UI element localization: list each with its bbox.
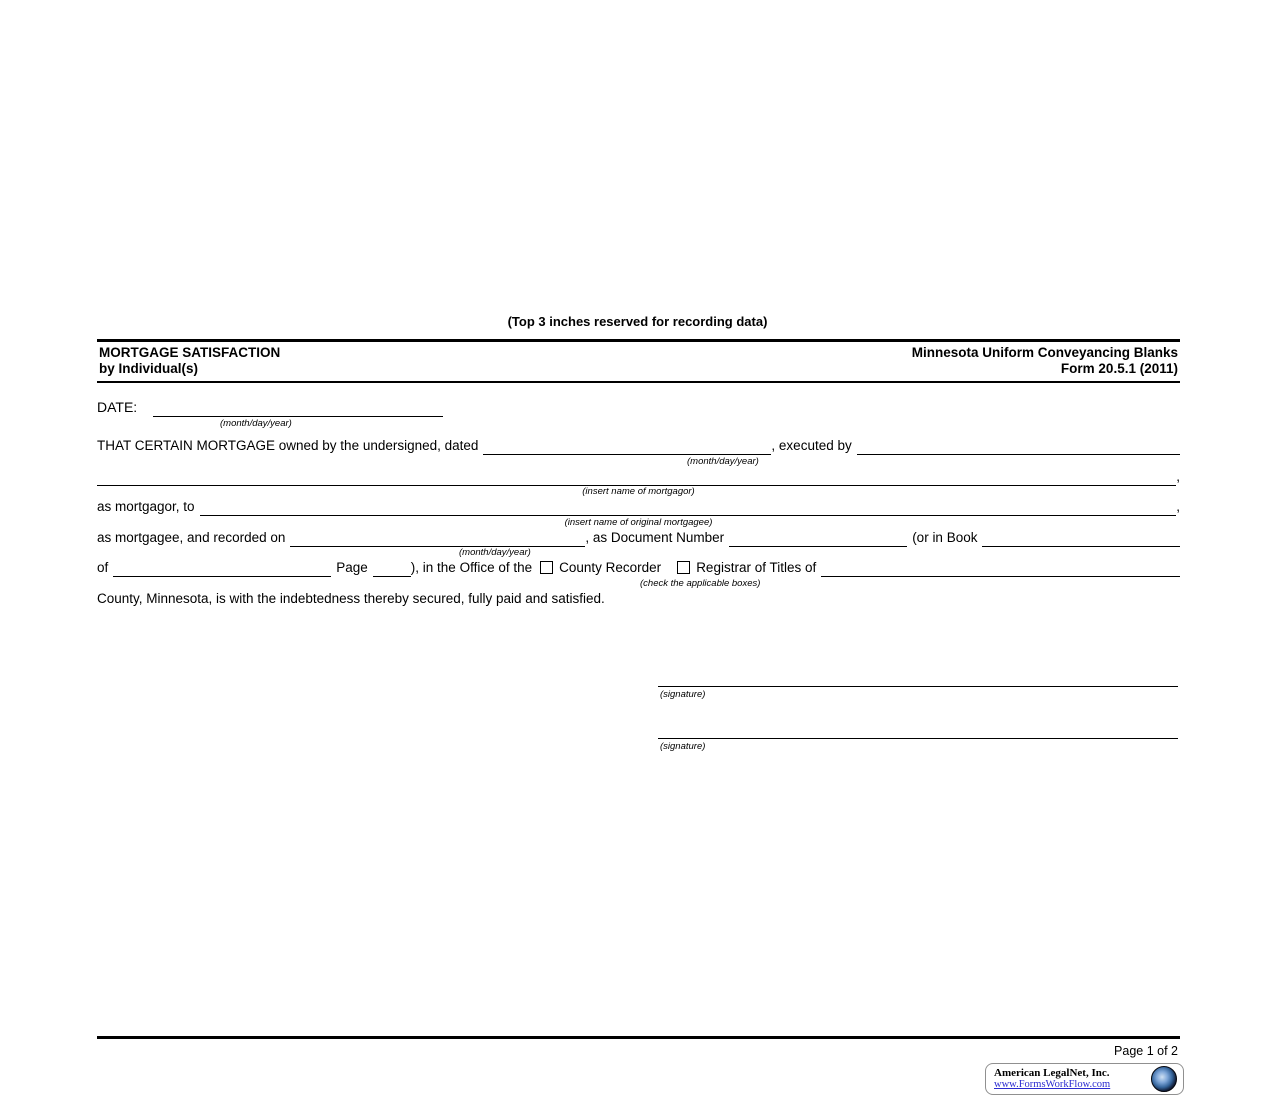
line2-comma: , [1176,468,1180,484]
form-body [97,436,1180,619]
line2-caption: (insert name of mortgagor) [582,486,695,497]
form-id-line1: Minnesota Uniform Conveyancing Blanks [911,345,1178,360]
body-line-1 [97,436,1180,467]
line5-text3: ), in the Office of the [410,560,533,575]
body-line-5 [97,558,1180,589]
document-number-blank[interactable] [729,530,907,547]
body-line-2 [97,467,1180,498]
line6-text: County, Minnesota, is with the indebtedness thereby secured, fully paid and satisfied. [97,590,605,606]
american-legalnet-badge [985,1063,1184,1095]
mortgage-date-blank[interactable] [483,438,771,455]
line5-text2: Page [336,560,368,575]
form-header [97,339,1180,383]
book-number-blank[interactable] [982,530,1180,547]
county-name-blank[interactable] [821,560,1180,577]
date-row [97,398,1180,429]
mortgagor-name-blank[interactable] [97,469,1176,486]
form-id-line2: Form 20.5.1 (2011) [1060,360,1178,376]
recorded-date-blank[interactable] [290,530,585,547]
line1-text2: , executed by [771,438,852,453]
body-line-6 [97,589,1180,620]
line4-text1: as mortgagee, and recorded on [97,529,286,545]
date-caption: (month/day/year) [220,417,292,429]
line1-text1: THAT CERTAIN MORTGAGE owned by the undersigned, dated [97,438,479,453]
signature-section [658,676,1178,752]
line1-caption: (month/day/year) [687,455,759,467]
date-label: DATE: [97,399,138,415]
line3-text1: as mortgagor, to [97,499,195,514]
line5-caption: (check the applicable boxes) [640,577,761,589]
line4-caption: (month/day/year) [459,547,531,558]
signature-line-2[interactable] [658,738,1178,739]
brand-url-link[interactable]: www.FormsWorkFlow.com [994,1079,1111,1091]
line3-caption: (insert name of original mortgagee) [564,516,713,528]
book-of-blank[interactable] [113,560,331,577]
page-number: Page 1 of 2 [1114,1044,1178,1058]
line3-comma: , [1176,499,1180,514]
county-recorder-checkbox[interactable] [540,561,553,574]
registrar-of-titles-checkbox[interactable] [677,561,690,574]
footer-divider [97,1036,1180,1039]
original-mortgagee-blank[interactable] [200,499,1177,516]
line4-text3: (or in Book [912,529,978,545]
form-title-line2: by Individual(s) [99,360,199,376]
brand-text [994,1067,1110,1091]
body-line-3 [97,497,1180,528]
registrar-of-titles-label: Registrar of Titles of [696,560,817,575]
page-number-blank[interactable] [373,560,411,577]
recording-data-note: (Top 3 inches reserved for recording data) [507,314,768,329]
american-legalnet-logo-icon [1151,1066,1177,1092]
form-title-line1: MORTGAGE SATISFACTION [99,345,281,360]
form-id [912,345,1178,377]
form-title [99,345,280,377]
signature-line-1[interactable] [658,686,1178,687]
signature-caption-2: (signature) [660,741,706,752]
county-recorder-label: County Recorder [559,560,662,575]
signature-caption-1: (signature) [660,689,706,700]
date-input-blank[interactable] [153,400,443,417]
line4-text2: , as Document Number [585,529,725,545]
line5-text1: of [97,560,109,575]
executed-by-blank[interactable] [857,438,1180,455]
body-line-4 [97,528,1180,559]
brand-name: American LegalNet, Inc. [994,1067,1110,1080]
